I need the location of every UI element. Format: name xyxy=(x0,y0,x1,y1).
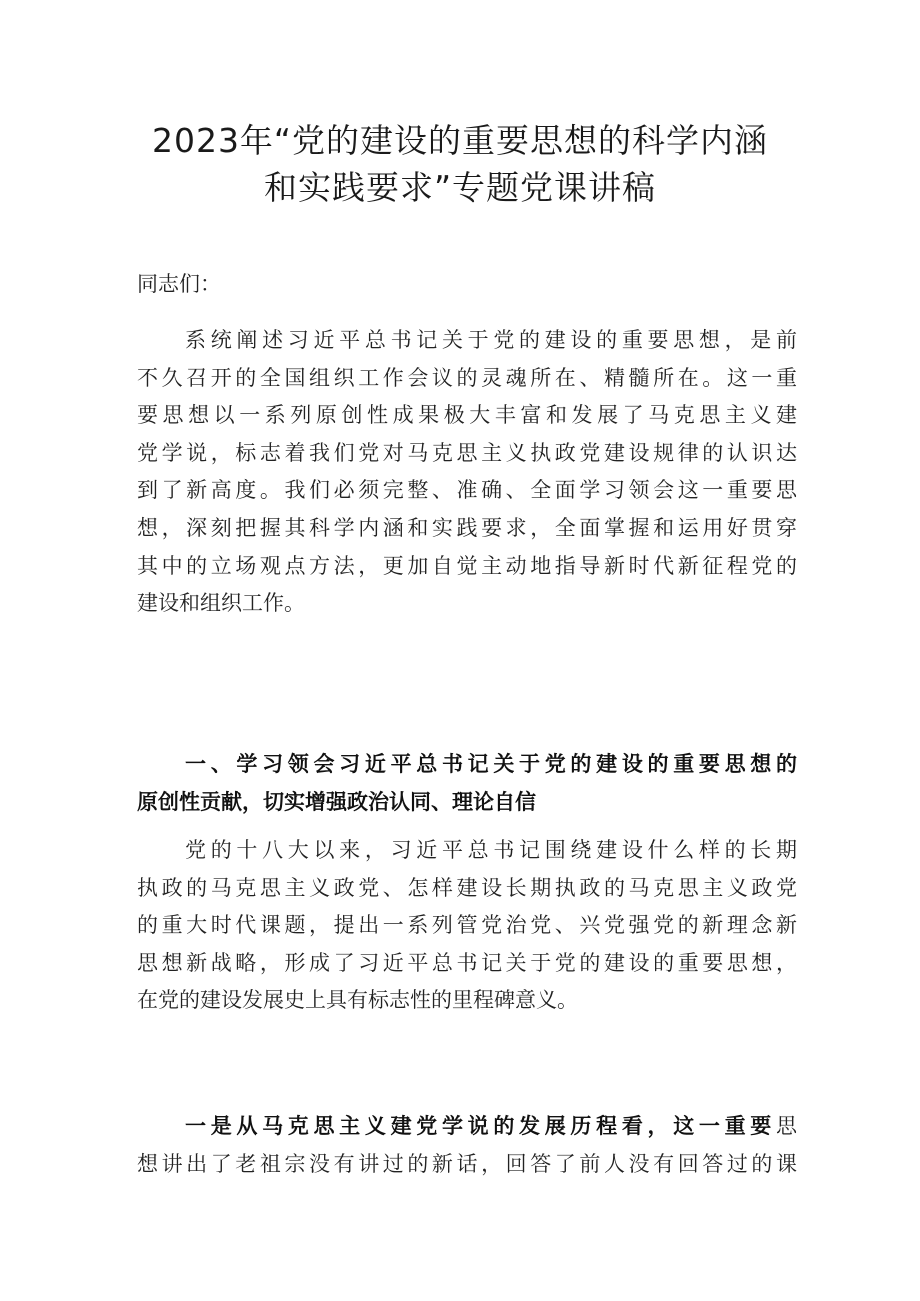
section-heading-1 xyxy=(137,746,797,821)
document-title-line-2: 和实践要求”专题党课讲稿 xyxy=(263,168,657,207)
paragraph-section-1 xyxy=(137,832,797,1020)
paragraph-line: 思想新战略，形成了习近平总书记关于党的建设的重要思想， xyxy=(137,950,797,975)
paragraph-line: 要思想以一系列原创性成果极大丰富和发展了马克思主义建 xyxy=(137,403,797,428)
paragraph-line: 的重大时代课题，提出一系列管党治党、兴党强党的新理念新 xyxy=(137,913,797,938)
paragraph-line: 想，深刻把握其科学内涵和实践要求，全面掌握和运用好贯穿 xyxy=(137,515,797,540)
lead-tail-text: 思 xyxy=(776,1114,797,1138)
paragraph-line: 想讲出了老祖宗没有讲过的新话，回答了前人没有回答过的课 xyxy=(137,1151,797,1176)
document-title-line-1: 2023年“党的建设的重要思想的科学内涵 xyxy=(151,121,769,160)
paragraph-intro xyxy=(137,322,797,623)
paragraph-line: 党学说，标志着我们党对马克思主义执政党建设规律的认识达 xyxy=(137,440,797,465)
paragraph-point-1 xyxy=(137,1108,797,1183)
paragraph-line: 执政的马克思主义政党、怎样建设长期执政的马克思主义政党 xyxy=(137,875,797,900)
bold-lead-text: 一是从马克思主义建党学说的发展历程看，这一重要 xyxy=(185,1114,776,1138)
paragraph-line: 在党的建设发展史上具有标志性的里程碑意义。 xyxy=(137,988,578,1013)
paragraph-line: 其中的立场观点方法，更加自觉主动地指导新时代新征程党的 xyxy=(137,553,797,578)
paragraph-line: 党的十八大以来，习近平总书记围绕建设什么样的长期 xyxy=(185,838,797,862)
paragraph-line: 到了新高度。我们必须完整、准确、全面学习领会这一重要思 xyxy=(137,478,797,503)
heading-line: 一、学习领会习近平总书记关于党的建设的重要思想的 xyxy=(185,752,797,776)
paragraph-line xyxy=(137,1108,797,1146)
heading-line: 原创性贡献，切实增强政治认同、理论自信 xyxy=(137,789,536,814)
paragraph-line: 系统阐述习近平总书记关于党的建设的重要思想，是前 xyxy=(185,328,797,352)
paragraph-line: 建设和组织工作。 xyxy=(137,591,305,616)
greeting: 同志们： xyxy=(137,272,221,296)
paragraph-line: 不久召开的全国组织工作会议的灵魂所在、精髓所在。这一重 xyxy=(137,365,797,390)
